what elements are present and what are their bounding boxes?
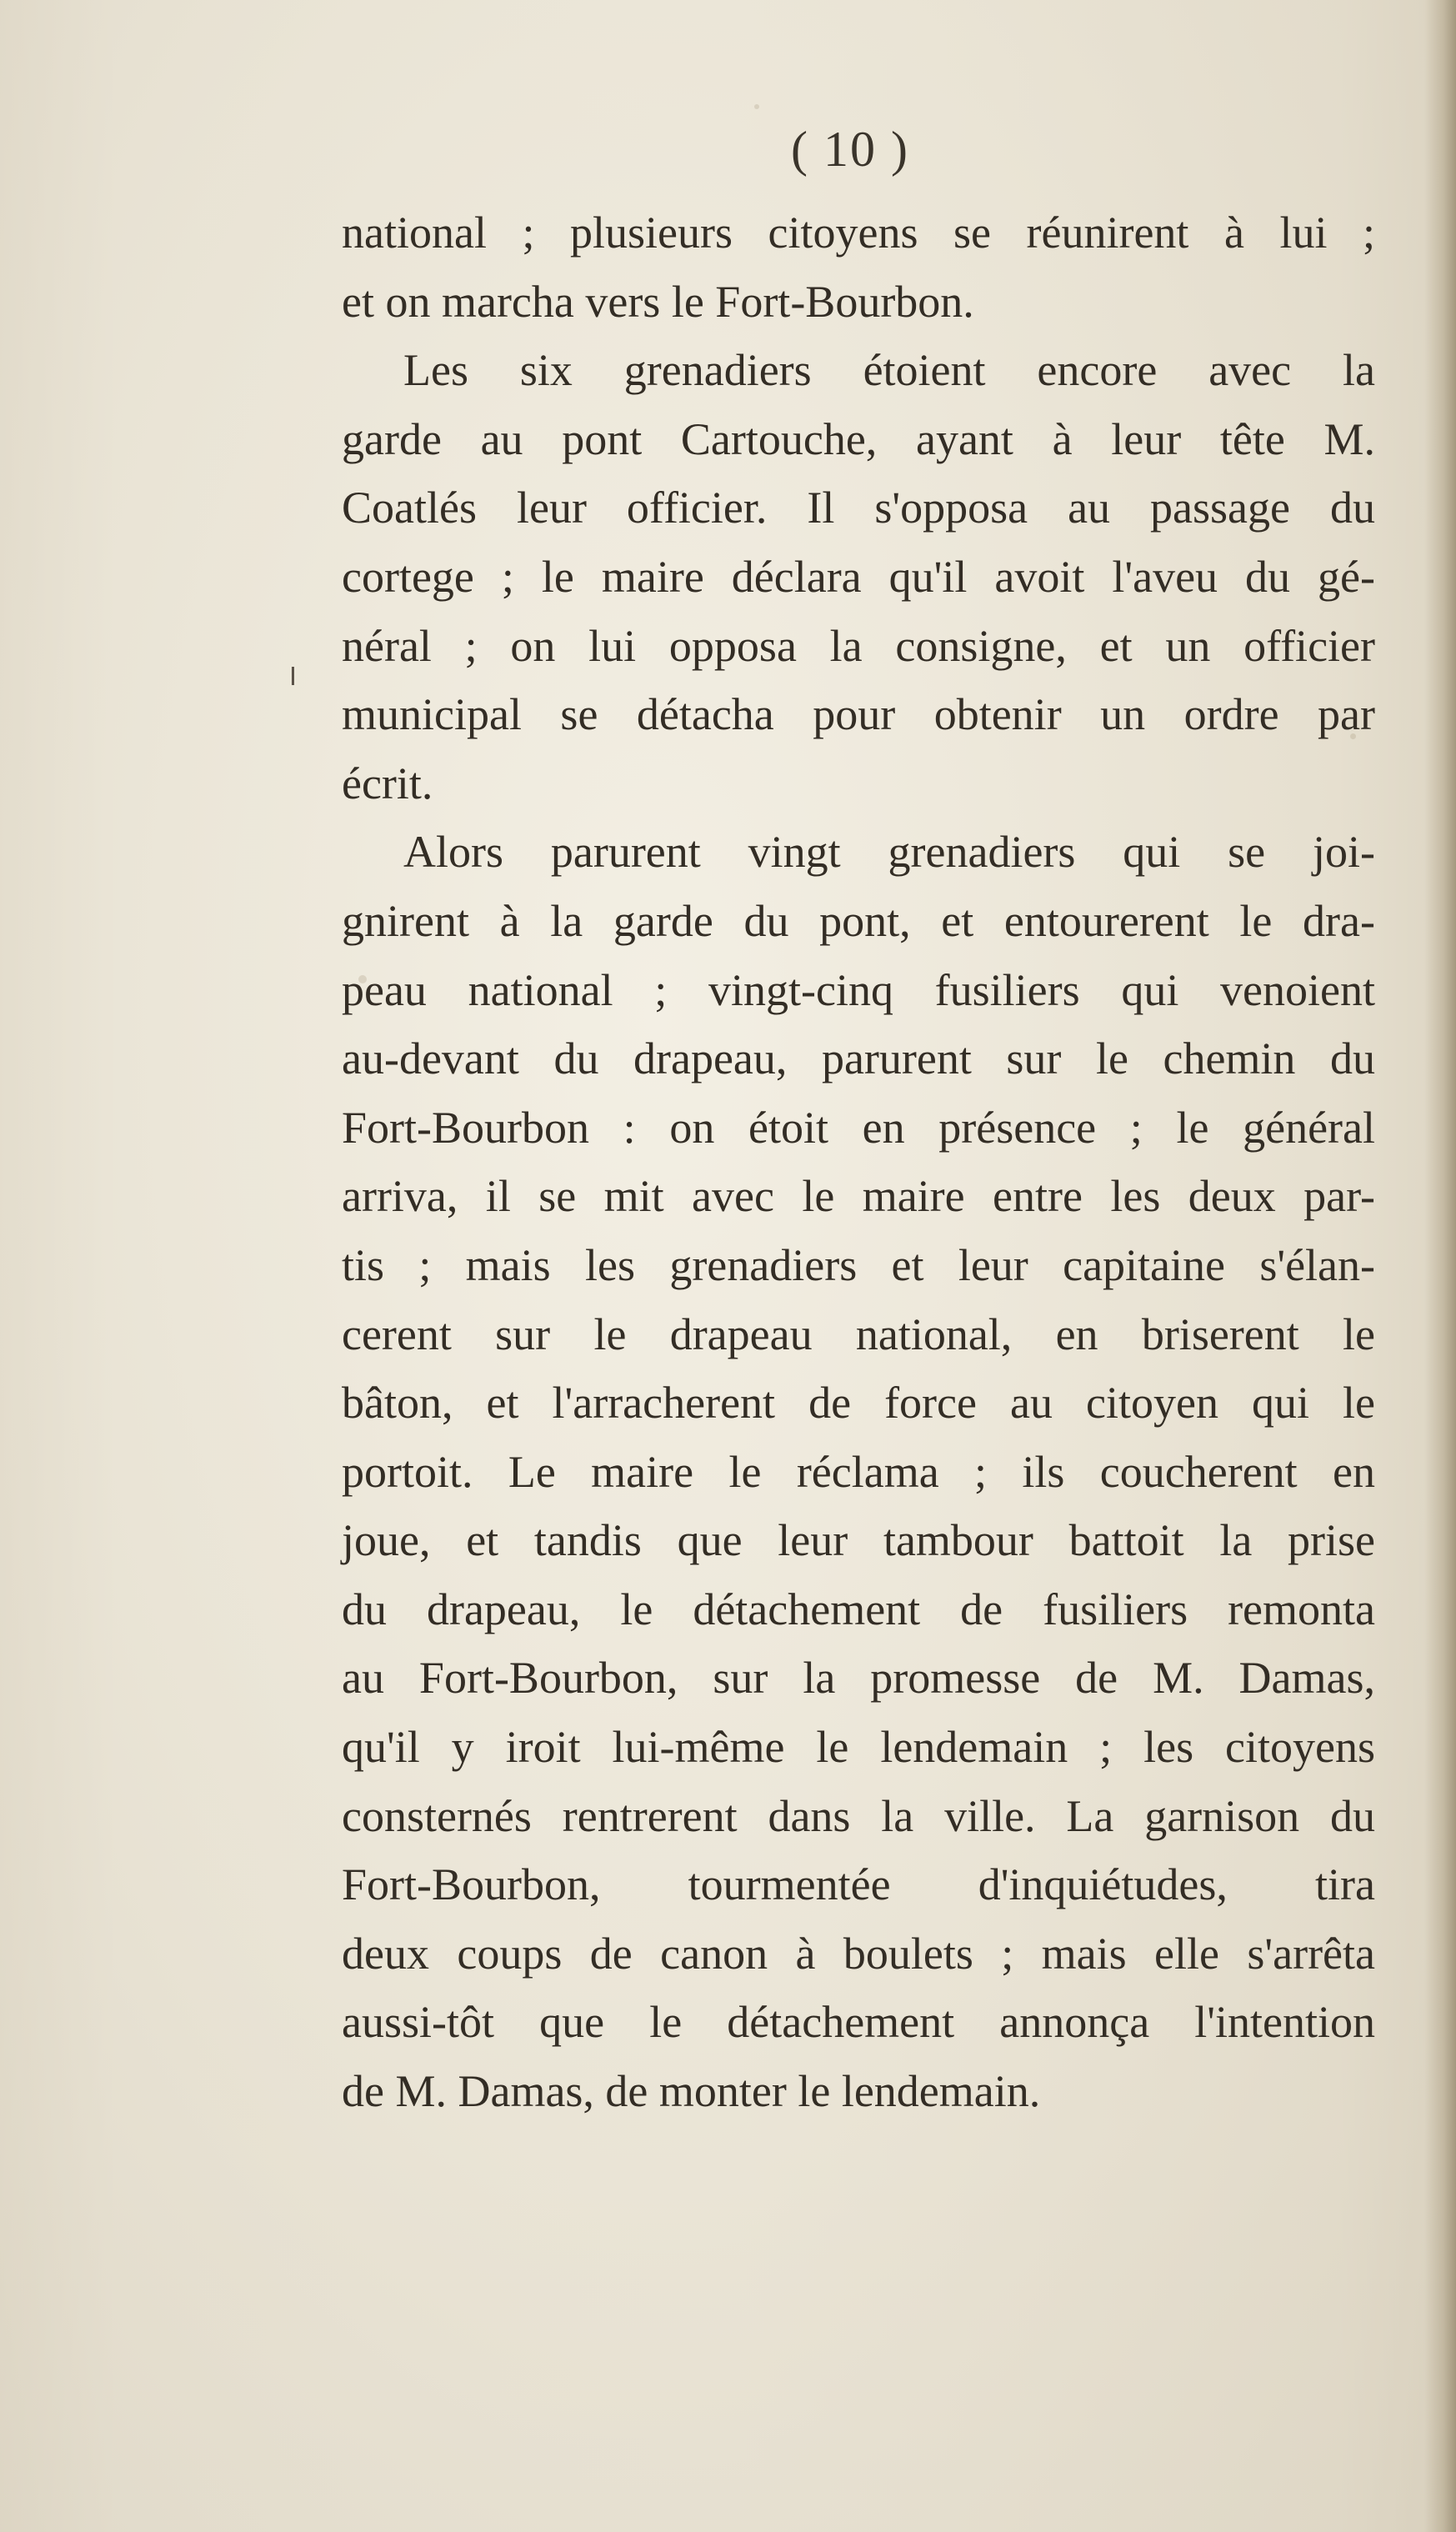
- paper-spot: [754, 104, 759, 109]
- text-line: du drapeau, le détachement de fusiliers remonta: [342, 1584, 1375, 1634]
- text-line: bâton, et l'arracherent de force au citoyen qui le: [342, 1378, 1375, 1429]
- body-text: [342, 198, 1375, 2126]
- text-line: qu'il y iroit lui-même le lendemain ; les citoyens: [342, 1722, 1375, 1773]
- text-line: national ; plusieurs citoyens se réunirent à lui ;: [342, 208, 1375, 258]
- text-line: garde au pont Cartouche, ayant à leur tête M.: [342, 413, 1375, 464]
- text-line: de M. Damas, de monter le lendemain.: [342, 2066, 1041, 2117]
- text-line: Fort-Bourbon : on étoit en présence ; le général: [342, 1102, 1375, 1153]
- text-line: gnirent à la garde du pont, et entourerent le dra-: [342, 895, 1375, 946]
- text-line: portoit. Le maire le réclama ; ils coucherent en: [342, 1446, 1375, 1497]
- margin-mark: [292, 667, 294, 685]
- text-line: arriva, il se mit avec le maire entre les deux par-: [342, 1171, 1375, 1222]
- text-line: Alors parurent vingt grenadiers qui se joi-: [403, 827, 1375, 878]
- text-line: cerent sur le drapeau national, en briserent le: [342, 1309, 1375, 1359]
- text-line: et on marcha vers le Fort-Bourbon.: [342, 276, 974, 327]
- text-line: au-devant du drapeau, parurent sur le chemin du: [342, 1033, 1375, 1084]
- text-line: Coatlés leur officier. Il s'opposa au passage du: [342, 483, 1375, 533]
- text-line: au Fort-Bourbon, sur la promesse de M. Damas,: [342, 1653, 1375, 1704]
- text-line: joue, et tandis que leur tambour battoit la prise: [342, 1515, 1375, 1566]
- text-line: écrit.: [342, 758, 433, 808]
- page-number: ( 10 ): [791, 122, 909, 177]
- text-line: municipal se détacha pour obtenir un ordre par: [342, 689, 1375, 740]
- text-line: tis ; mais les grenadiers et leur capitaine s'élan-: [342, 1239, 1375, 1290]
- text-line: Les six grenadiers étoient encore avec la: [403, 345, 1375, 396]
- text-line: Fort-Bourbon, tourmentée d'inquiétudes, tira: [342, 1859, 1375, 1910]
- text-line: néral ; on lui opposa la consigne, et un officier: [342, 620, 1375, 671]
- text-line: cortege ; le maire déclara qu'il avoit l'aveu du gé-: [342, 551, 1375, 602]
- text-line: aussi-tôt que le détachement annonça l'intention: [342, 1997, 1375, 2048]
- text-line: peau national ; vingt-cinq fusiliers qui venoient: [342, 964, 1375, 1015]
- page-edge-shadow: [1424, 0, 1456, 2532]
- text-line: deux coups de canon à boulets ; mais elle s'arrêta: [342, 1928, 1375, 1979]
- text-line: consternés rentrerent dans la ville. La garnison du: [342, 1790, 1375, 1841]
